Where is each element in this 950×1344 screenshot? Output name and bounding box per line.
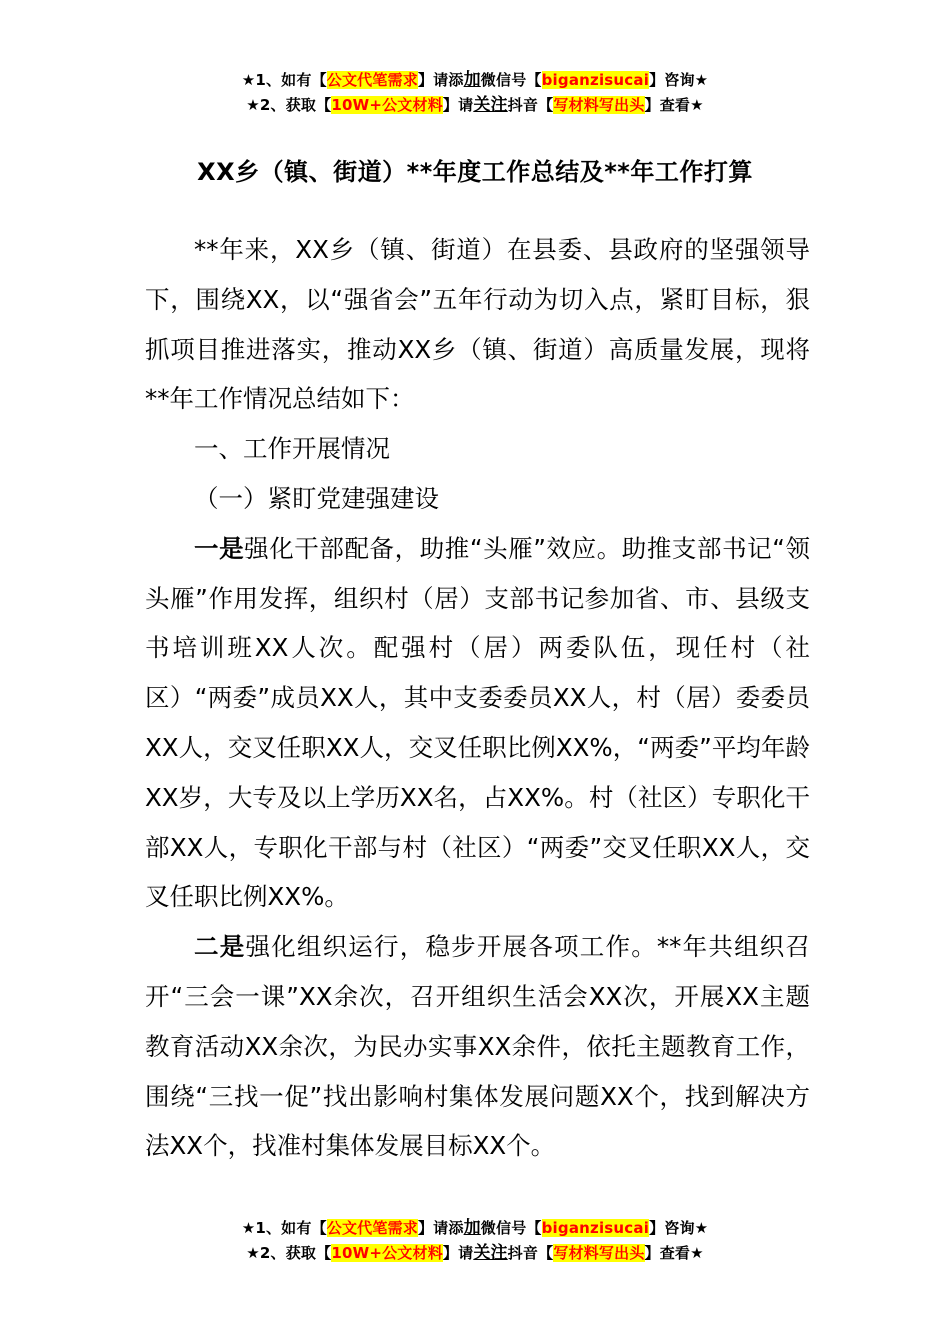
promo-wechat-id: biganzisucai (541, 1219, 650, 1237)
paragraph-text: 强化组织运行，稳步开展各项工作。**年共组织召开“三会一课”XX余次，召开组织生活会XX次，开展XX主题教育活动XX余次，为民办实事XX余件，依托主题教育工作，围绕“三找一促”找出影响村集体发展问题XX个，找到解决方法XX个，找准村集体发展目标XX个。 (145, 932, 811, 1161)
promo-line-1 (0, 68, 950, 93)
promo-text: ★2、获取【 (246, 1244, 332, 1262)
promo-text: 】咨询★ (649, 71, 709, 89)
promo-text: 微信号【 (480, 71, 542, 89)
promo-underline: 加 (463, 1218, 481, 1238)
promo-text: 】请 (442, 96, 474, 114)
body-paragraph-1 (145, 524, 810, 922)
promo-douyin-id: 写材料写出头 (553, 1244, 645, 1262)
promo-highlight: 公文代笔需求 (326, 1219, 418, 1237)
promo-text: 】查看★ (644, 96, 704, 114)
promo-text: 抖音【 (507, 1244, 554, 1262)
promo-banner-top (0, 68, 950, 118)
promo-text: 】请 (442, 1244, 474, 1262)
promo-line-1 (0, 1216, 950, 1241)
promo-text: 】请添 (417, 71, 464, 89)
promo-line-2 (0, 93, 950, 118)
promo-line-2 (0, 1241, 950, 1266)
body-paragraph-2 (145, 922, 810, 1171)
promo-text: ★1、如有【 (241, 71, 327, 89)
promo-text: 微信号【 (480, 1219, 542, 1237)
intro-paragraph: **年来，XX乡（镇、街道）在县委、县政府的坚强领导下，围绕XX，以“强省会”五年行动为切入点，紧盯目标，狠抓项目推进落实，推动XX乡（镇、街道）高质量发展，现将**年工作情况总结如下： (145, 235, 810, 414)
promo-text: 抖音【 (507, 96, 554, 114)
promo-douyin-id: 写材料写出头 (553, 96, 645, 114)
promo-underline: 关注 (473, 95, 508, 115)
promo-highlight: 公文代笔需求 (326, 71, 418, 89)
promo-banner-bottom (0, 1216, 950, 1266)
promo-text: ★1、如有【 (241, 1219, 327, 1237)
promo-text: 】请添 (417, 1219, 464, 1237)
promo-highlight: 10W+公文材料 (331, 96, 443, 114)
promo-text: 】咨询★ (649, 1219, 709, 1237)
promo-text: ★2、获取【 (246, 96, 332, 114)
promo-underline: 加 (463, 70, 481, 90)
paragraph-text: 强化干部配备，助推“头雁”效应。助推支部书记“领头雁”作用发挥，组织村（居）支部书记参加省、市、县级支书培训班XX人次。配强村（居）两委队伍，现任村（社区）“两委”成员XX人，其中支委委员XX人，村（居）委委员XX人，交叉任职XX人，交叉任职比例XX%，“两委”平均年龄XX岁，大专及以上学历XX名，占XX%。村（社区）专职化干部XX人，专职化干部与村（社区）“两委”交叉任职XX人，交叉任职比例XX%。 (145, 533, 810, 912)
section-heading: 一、工作开展情况 (194, 434, 390, 464)
promo-text: 】查看★ (644, 1244, 704, 1262)
promo-underline: 关注 (473, 1243, 508, 1263)
paragraph-lead: 二是 (194, 932, 246, 962)
promo-wechat-id: biganzisucai (541, 71, 650, 89)
document-title: XX乡（镇、街道）**年度工作总结及**年工作打算 (197, 158, 753, 186)
subsection-heading: （一）紧盯党建强建设 (194, 483, 439, 513)
document-body (145, 225, 810, 1171)
paragraph-lead: 一是 (194, 533, 245, 563)
promo-highlight: 10W+公文材料 (331, 1244, 443, 1262)
